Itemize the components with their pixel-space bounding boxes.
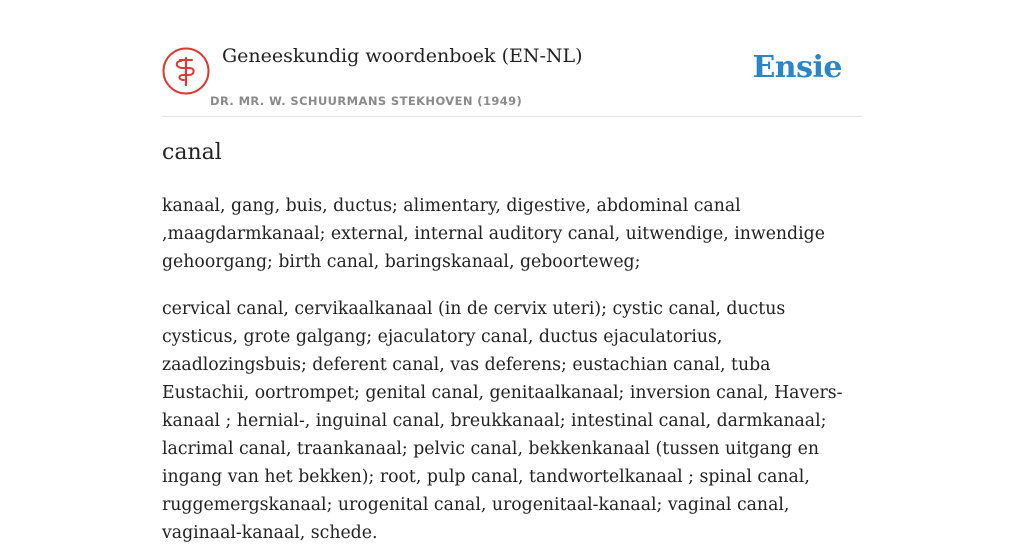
page	[162, 0, 862, 543]
dictionary-title[interactable]: Geneeskundig woordenboek (EN-NL)	[222, 45, 583, 67]
entry-headword: canal	[162, 140, 222, 165]
dictionary-author: DR. MR. W. SCHUURMANS STEKHOVEN (1949)	[210, 94, 523, 108]
caduceus-icon[interactable]	[162, 47, 210, 95]
ensie-logo-link[interactable]: Ensie	[752, 50, 842, 85]
definition-paragraph: kanaal, gang, buis, ductus; alimentary, digestive, abdominal canal ,maagdarmkanaal; external, internal auditory canal, uitwendige, inwendige gehoorgang; birth canal, baringskanaal, geboorteweg;	[162, 196, 825, 272]
definition-paragraph: cervical canal, cervikaalkanaal (in de cervix uteri); cystic canal, ductus cysticus, grote galgang; ejaculatory canal, ductus ejaculatorius, zaadlozingsbuis; deferent canal, vas deferens; eustachian canal, tuba Eustachii, oortrompet; genital canal, genitaalkanaal; inversion canal, Havers-kanaal ; hernial-, inguinal canal, breukkanaal; intestinal canal, darmkanaal; lacrimal canal, traankanaal; pelvic canal, bekkenkanaal (tussen uitgang en ingang van het bekken); root, pulp canal, tandwortelkanaal ; spinal canal, ruggemergskanaal; urogenital canal, urogenitaal-kanaal; vaginal canal, vaginaal-kanaal, schede.	[162, 299, 843, 543]
dictionary-header	[162, 0, 862, 117]
